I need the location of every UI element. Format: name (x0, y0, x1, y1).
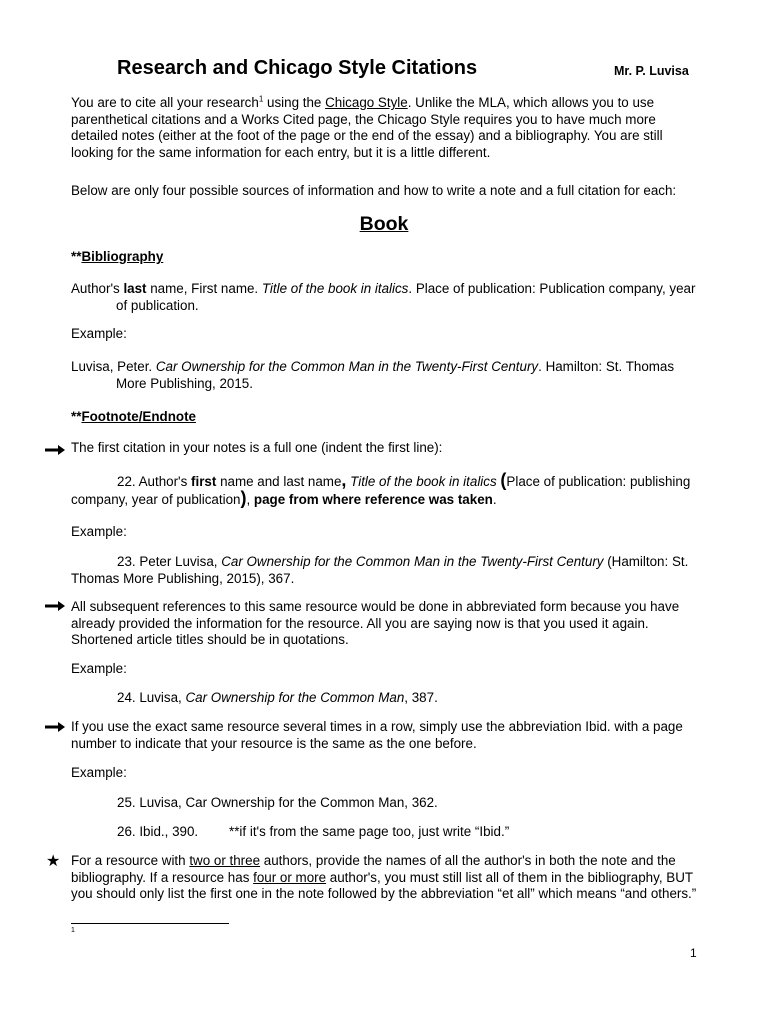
star-bullet-icon: ★ (46, 853, 61, 870)
footnote-ref[interactable]: 1 (258, 94, 264, 104)
bibliography-example: Luvisa, Peter. Car Ownership for the Common Man in the Twenty-First Century. Hamilton: St. Thomas More Publishing, 2015. (71, 359, 675, 391)
author-name: Mr. P. Luvisa (614, 64, 689, 78)
arrow-bullet-icon (45, 601, 65, 611)
footnote-heading: **Footnote/Endnote (71, 409, 196, 424)
section-heading-book: Book (359, 213, 409, 235)
example-label: Example: (71, 765, 127, 780)
bibliography-heading: **Bibliography (71, 249, 164, 264)
document-page: Research and Chicago Style Citations Mr. P. Luvisa You are to cite all your research$^1$ using the Chicago Style. Unlike the MLA, which allows you to use parenthetical citations and a Works Cited page, the Chicago Style requires you to have much more detailed notes (either at the foot of the page or the end of the essay) and a bibliography. You are still looking for the same information for each entry, but it is a little different. Below are only four possible sources of information and how to write a note and a full citation for each: Book **Bibliography Author's last name, First name. Title of the book in italics. Place of publication: Publication company, year of publication. Example: Luvisa, Peter. Car Ownership for the Common Man in the Twenty-First Century. Hamilton: St. Thomas More Publishing, 2015. **Footnote/Endnote The first citation in your notes is a full one (indent the first line): 22. Author's first name and last name, Title of the book in italics (Place of publication: publishing company, year of publication), page from where reference was taken. Example: 23. Peter Luvisa, Car Ownership for the Common Man in the Twenty-First Century (Hamilton: St. Thomas More Publishing, 2015), 367. All subsequent references to this same resource would be done in abbreviated form because you have already provided the information for the resource. All you are saying now is that you used it again. Shortened article titles should be in quotations. Example: 24. Luvisa, Car Ownership for the Common Man, 387. If you use the exact same resource several times in a row, simply use the abbreviation Ibid. with a page number to indicate that your resource is the same as the one before. Example: 25. Luvisa, Car Ownership for the Common Man, 362. 26. Ibid., 390. **if it's from the same page too, just write “Ibid.” ★ For a resource with two or three authors, provide the names of all the author's in both the note and the bibliography. If a resource has four or more author's, you must still list all of them in the bibliography, BUT you should only list the first one in the note followed by the abbreviation “et all” which means “and others.” 1 1 (0, 0, 768, 1024)
example-label: Example: (71, 524, 127, 539)
footnote-format: 22. Author's first name and last name, Title of the book in italics (Place of publication: publishing company, year of publication), page from where reference was taken. (71, 470, 691, 508)
multiple-authors-note: For a resource with two or three authors, provide the names of all the author's in both the note and the bibliography. If a resource has four or more author's, you must still list all of them in the bibliography, BUT you should only list the first one in the note followed by the abbreviation “et all” which means “and others.” (71, 853, 697, 901)
footnote-example-full: 23. Peter Luvisa, Car Ownership for the Common Man in the Twenty-First Century (Hamilton: St. Thomas More Publishing, 2015), 367. (71, 554, 689, 586)
first-citation-note: The first citation in your notes is a full one (indent the first line): (71, 440, 443, 455)
bibliography-format: Author's last name, First name. Title of the book in italics. Place of publication: Publication company, year of publication. (71, 281, 696, 313)
arrow-bullet-icon (45, 722, 65, 732)
example-label: Example: (71, 661, 127, 676)
sources-intro: Below are only four possible sources of information and how to write a note and a full citation for each: (71, 183, 677, 198)
footnote-marker: 1 (71, 927, 75, 934)
arrow-bullet-icon (45, 445, 65, 455)
footnote-example-repeat: 25. Luvisa, Car Ownership for the Common Man, 362. (117, 795, 438, 810)
footnote-example-short: 24. Luvisa, Car Ownership for the Common Man, 387. (117, 690, 438, 705)
intro-paragraph: You are to cite all your research$^1$ using the Chicago Style. Unlike the MLA, which allows you to use parenthetical citations and a Works Cited page, the Chicago Style requires you to have much more detailed notes (either at the foot of the page or the end of the essay) and a bibliography. You are still looking for the same information for each entry, but it is a little different. (71, 94, 663, 160)
page-number: 1 (690, 946, 697, 960)
ibid-note: If you use the exact same resource several times in a row, simply use the abbreviation Ibid. with a page number to indicate that your resource is the same as the one before. (71, 719, 683, 751)
subsequent-references-note: All subsequent references to this same resource would be done in abbreviated form because you have already provided the information for the resource. All you are saying now is that you used it again. Shortened article titles should be in quotations. (71, 599, 680, 647)
footnote-separator (71, 923, 229, 924)
page-title: Research and Chicago Style Citations (117, 57, 478, 79)
example-label: Example: (71, 326, 127, 341)
chicago-style-link[interactable]: Chicago Style (325, 95, 408, 110)
